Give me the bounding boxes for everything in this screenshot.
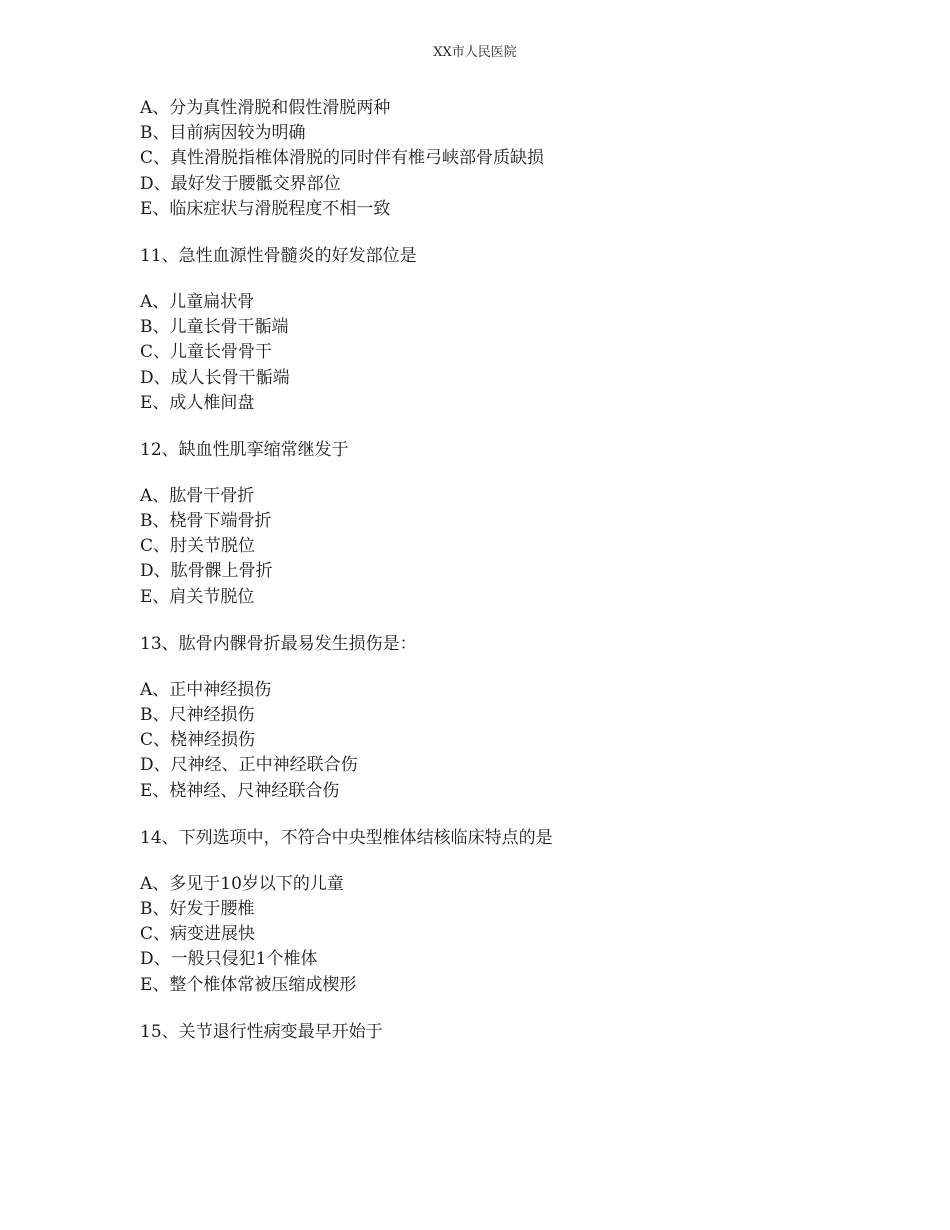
- page-header: XX市人民医院: [433, 45, 517, 60]
- option-c: C、真性滑脱指椎体滑脱的同时伴有椎弓峡部骨质缺损: [140, 148, 545, 169]
- option-e: E、成人椎间盘: [140, 392, 255, 413]
- question-block-14: [140, 826, 840, 998]
- question-block-13: [140, 632, 840, 804]
- question-block-12: [140, 438, 840, 610]
- option-b: B、桡骨下端骨折: [140, 511, 272, 532]
- option-c: C、肘关节脱位: [140, 536, 256, 557]
- question-text: 12、缺血性肌挛缩常继发于: [140, 439, 349, 460]
- option-d: D、一般只侵犯1个椎体: [140, 949, 318, 970]
- option-a: A、儿童扁状骨: [140, 291, 255, 312]
- question-block-11: [140, 244, 840, 416]
- option-e: E、临床症状与滑脱程度不相一致: [140, 198, 391, 219]
- option-e: E、整个椎体常被压缩成楔形: [140, 974, 357, 995]
- option-a: A、正中神经损伤: [140, 679, 272, 700]
- options-list: [140, 96, 840, 222]
- option-c: C、儿童长骨骨干: [140, 342, 273, 363]
- option-a: A、分为真性滑脱和假性滑脱两种: [140, 98, 391, 118]
- question-block-10-continued: [140, 96, 840, 222]
- question-block-15: [140, 1020, 840, 1045]
- options-list: [140, 484, 840, 610]
- option-e: E、肩关节脱位: [140, 586, 255, 607]
- option-d: D、肱骨髁上骨折: [140, 561, 273, 582]
- option-d: D、尺神经、正中神经联合伤: [140, 755, 358, 776]
- option-c: C、桡神经损伤: [140, 730, 256, 751]
- option-e: E、桡神经、尺神经联合伤: [140, 780, 340, 801]
- option-a: A、多见于10岁以下的儿童: [140, 873, 344, 894]
- question-text: 14、下列选项中，不符合中央型椎体结核临床特点的是: [140, 827, 553, 848]
- question-text: 13、肱骨内髁骨折最易发生损伤是：: [140, 633, 417, 654]
- option-b: B、尺神经损伤: [140, 705, 255, 725]
- options-list: [140, 290, 840, 416]
- options-list: [140, 872, 840, 998]
- option-c: C、病变进展快: [140, 924, 256, 945]
- option-b: B、好发于腰椎: [140, 898, 255, 919]
- option-b: B、目前病因较为明确: [140, 123, 306, 144]
- option-b: B、儿童长骨干骺端: [140, 317, 289, 338]
- option-d: D、成人长骨干骺端: [140, 367, 290, 388]
- options-list: [140, 678, 840, 804]
- option-a: A、肱骨干骨折: [140, 485, 255, 506]
- question-text: 15、关节退行性病变最早开始于: [140, 1021, 383, 1042]
- question-text: 11、急性血源性骨髓炎的好发部位是: [140, 245, 417, 266]
- question-list: [140, 96, 840, 1045]
- option-d: D、最好发于腰骶交界部位: [140, 173, 341, 194]
